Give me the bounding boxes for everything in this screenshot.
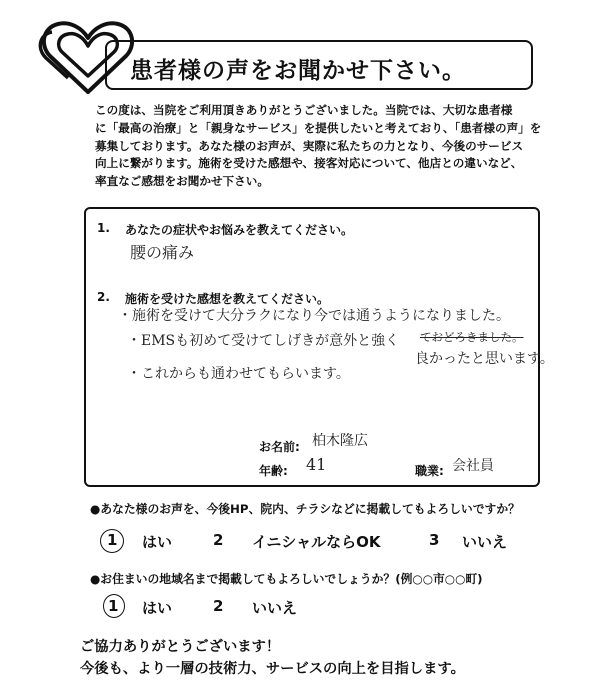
name-label: お名前: — [259, 440, 300, 454]
q4-option-1-label[interactable]: はい — [142, 599, 173, 617]
q1-answer: 腰の痛み — [130, 243, 195, 262]
q4-option-1-num[interactable]: 1 — [108, 597, 119, 615]
job-label: 職業: — [415, 464, 444, 478]
footer-thanks: ご協力ありがとうございます！ — [80, 639, 281, 655]
job-value: 会社員 — [452, 458, 494, 474]
q2-answer-line: ・EMSも初めて受けてしげきが意外と強く — [127, 333, 400, 349]
intro-text — [95, 102, 545, 191]
q3-option-1-num[interactable]: 1 — [107, 531, 118, 549]
q2-label: 施術を受けた感想を教えてください。 — [125, 292, 330, 306]
page-title: 患者様の声をお聞かせ下さい。 — [130, 58, 466, 84]
name-value: 柏木隆広 — [312, 433, 368, 449]
intro-line: 募集しております。あなた様のお声が、実際に私たちの力となり、今後のサービス — [95, 138, 524, 153]
intro-line: この度は、当院をご利用頂きありがとうございました。当院では、大切な患者様 — [95, 103, 513, 117]
intro-line: に「最高の治療」と「親身なサービス」を提供したいと考えており、「患者様の声」を — [95, 120, 542, 135]
intro-line: 率直なご感想をお聞かせ下さい。 — [95, 174, 269, 189]
q3-question: ●あなた様のお声を、今後HP、院内、チラシなどに掲載してもよろしいですか？ — [90, 502, 520, 516]
q3-option-2-num[interactable]: 2 — [213, 531, 224, 549]
q3-option-2-label[interactable]: イニシャルならOK — [252, 533, 381, 551]
q3-option-1-label[interactable]: はい — [142, 533, 173, 551]
q1-label: あなたの症状やお悩みを教えてください。 — [125, 223, 354, 237]
q2-added-text: 良かったと思います。 — [415, 351, 554, 367]
q4-option-2-label[interactable]: いいえ — [252, 599, 298, 617]
q2-answer-line: ・施術を受けて大分ラクになり今では通うようになりました。 — [118, 308, 510, 324]
q1-number: 1. — [97, 221, 110, 235]
footer-message: 今後も、より一層の技術力、サービスの向上を目指します。 — [80, 661, 465, 677]
q2-struck-text: ておどろきました。 — [420, 330, 524, 344]
age-value: 41 — [306, 455, 327, 474]
q4-option-2-num[interactable]: 2 — [213, 597, 224, 615]
age-label: 年齢: — [259, 464, 288, 478]
q3-option-3-num[interactable]: 3 — [429, 531, 440, 549]
q2-number: 2. — [97, 290, 110, 304]
q3-option-3-label[interactable]: いいえ — [462, 533, 508, 551]
q2-answer-line: ・これからも通わせてもらいます。 — [127, 366, 350, 382]
q4-question: ●お住まいの地域名まで掲載してもよろしいでしょうか？(例○○市○○町) — [90, 572, 483, 586]
intro-line: 向上に繋がります。施術を受けた感想や、接客対応について、他店との違いなど、 — [95, 156, 523, 171]
